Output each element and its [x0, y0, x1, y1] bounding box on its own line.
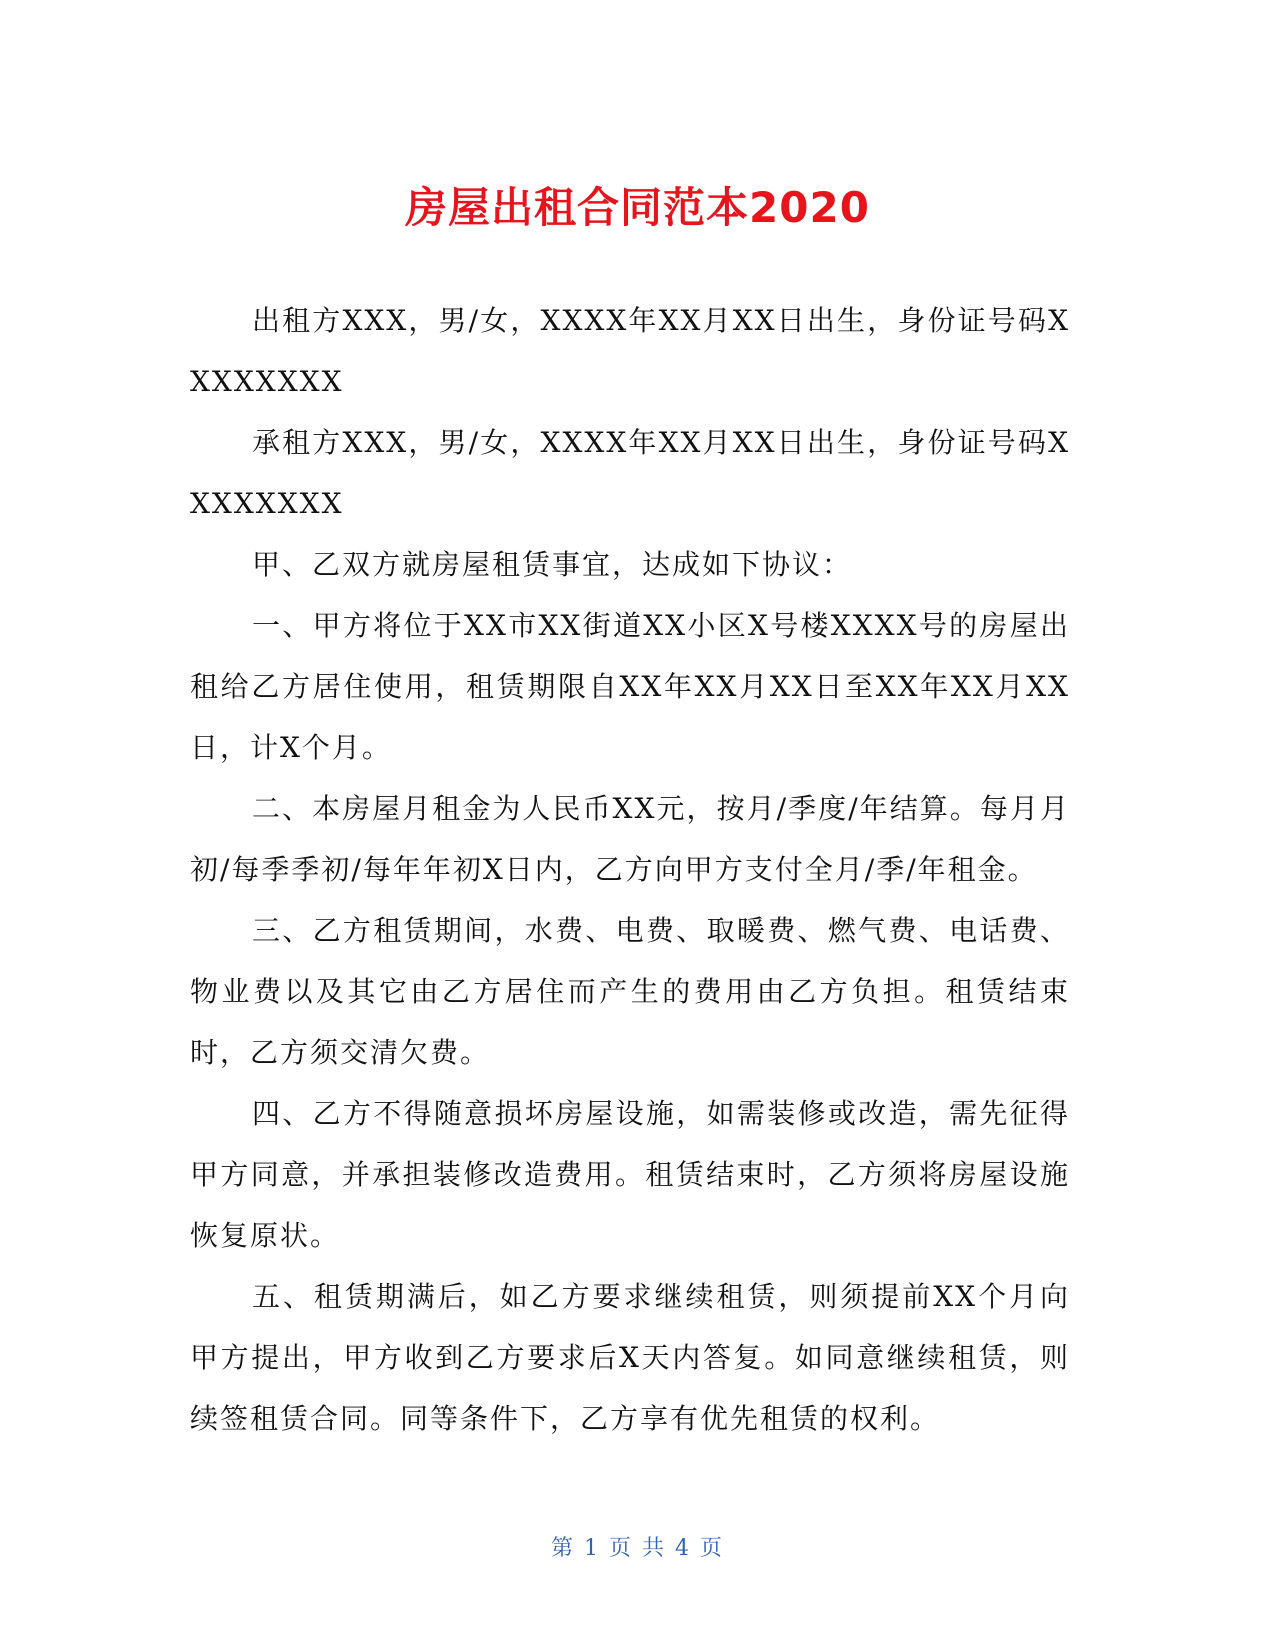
page-number-footer: 第 1 页 共 4 页 [551, 1536, 724, 1561]
clause-4: 四、乙方不得随意损坏房屋设施，如需装修或改造，需先征得甲方同意，并承担装修改造费用。租赁结束时，乙方须将房屋设施恢复原状。 [190, 1097, 1070, 1252]
paragraph-lessor: 出租方XXX，男/女，XXXX年XX月XX日出生，身份证号码XXXXXXXX [190, 304, 1070, 398]
clause-3: 三、乙方租赁期间，水费、电费、取暖费、燃气费、电话费、物业费以及其它由乙方居住而产生的费用由乙方负担。租赁结束时，乙方须交清欠费。 [190, 914, 1070, 1069]
contract-body [190, 290, 1070, 1449]
document-title: 房屋出租合同范本2020 [405, 183, 870, 233]
clause-1: 一、甲方将位于XX市XX街道XX小区X号楼XXXX号的房屋出租给乙方居住使用，租赁期限自XX年XX月XX日至XX年XX月XX日，计X个月。 [190, 609, 1070, 764]
paragraph-lessee: 承租方XXX，男/女，XXXX年XX月XX日出生，身份证号码XXXXXXXX [190, 426, 1070, 520]
paragraph-agreement-intro: 甲、乙双方就房屋租赁事宜，达成如下协议： [252, 548, 853, 581]
clause-2: 二、本房屋月租金为人民币XX元，按月/季度/年结算。每月月初/每季季初/每年年初X日内，乙方向甲方支付全月/季/年租金。 [190, 792, 1070, 886]
clause-5: 五、租赁期满后，如乙方要求继续租赁，则须提前XX个月向甲方提出，甲方收到乙方要求后X天内答复。如同意继续租赁，则续签租赁合同。同等条件下，乙方享有优先租赁的权利。 [190, 1280, 1070, 1435]
